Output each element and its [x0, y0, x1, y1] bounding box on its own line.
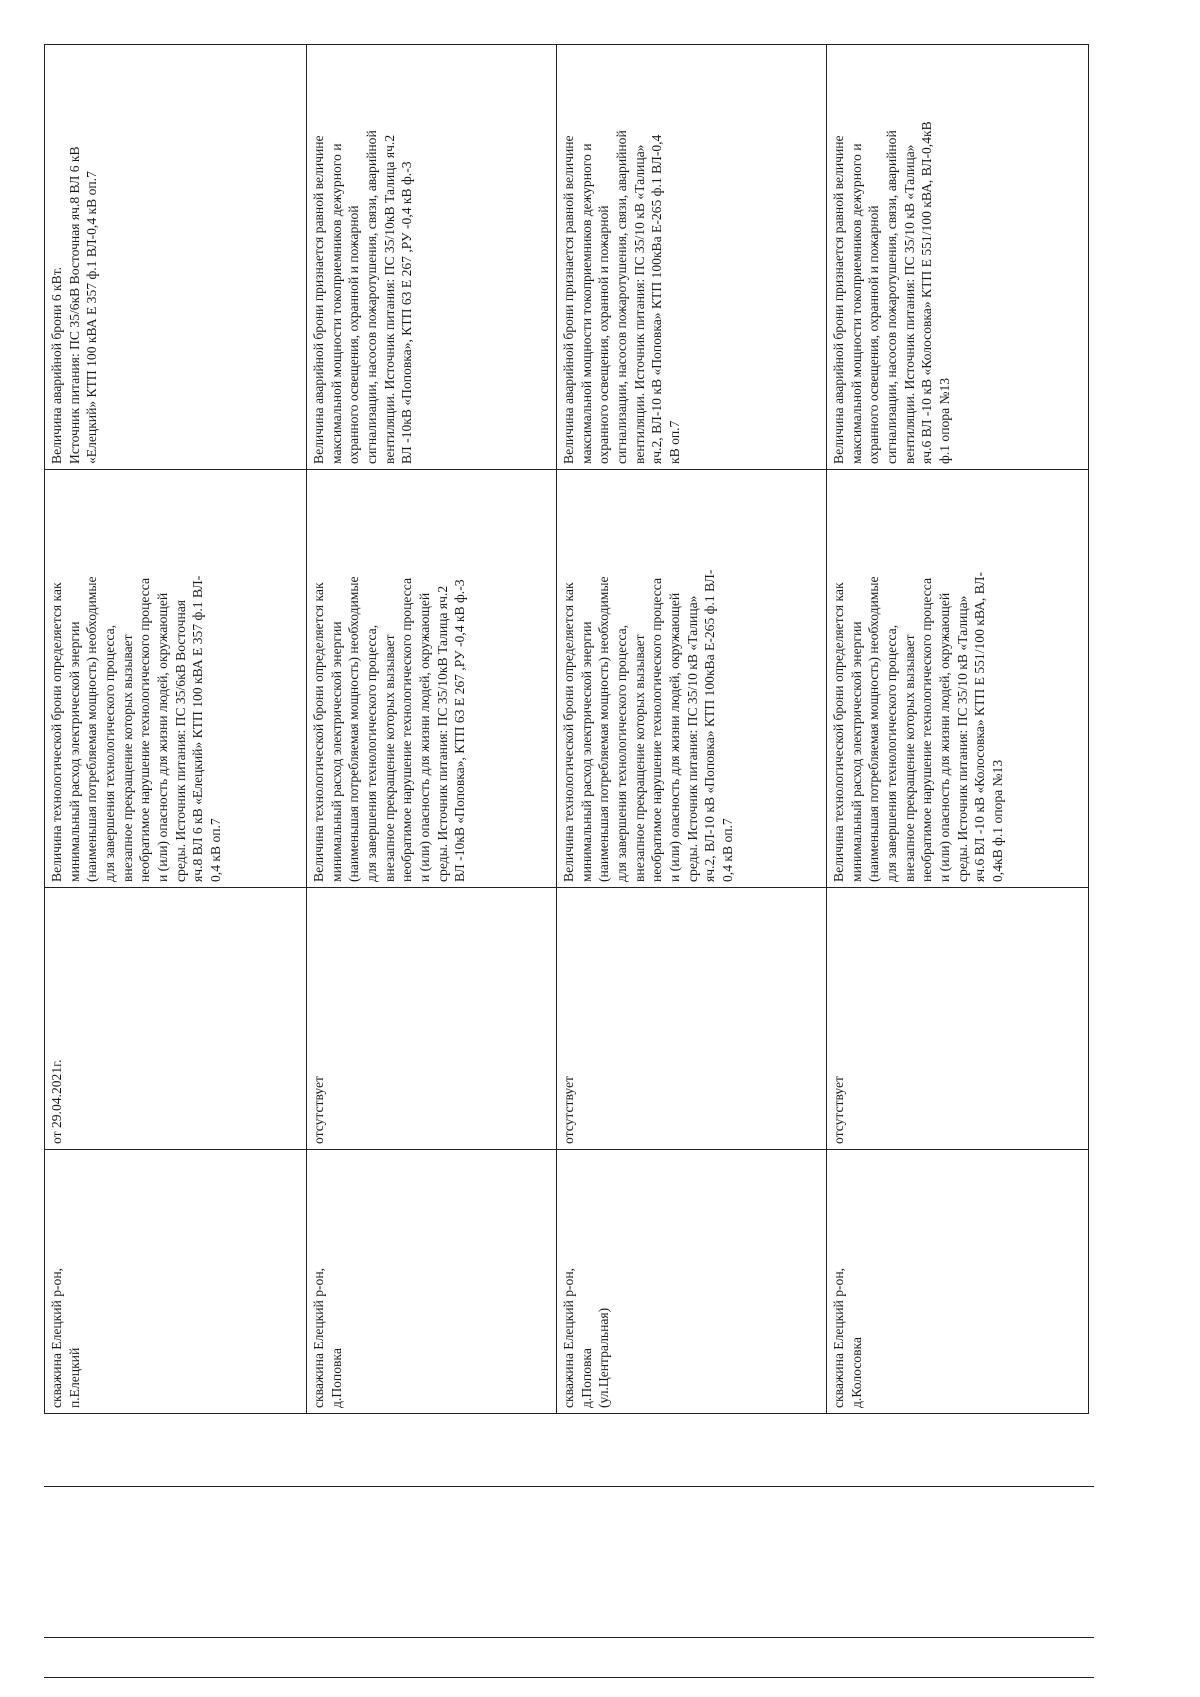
tech-reserve-cell: Величина технологической брони определяется как минимальный расход электрической энергии (наименьшая потребляемая мощность) необходимые для завершения технологического процесса, внезапное прекращение которых вызывает необратимое нарушение технологического процесса и (или) опасность для жизни людей, окружающей среды. Источник питания: ПС 35/10 кВ «Талица» яч.6 ВЛ -10 кВ «Колосовка» КТП Е 551/100 кВА, ВЛ- 0,4кВ ф.1 опора №13 — [827, 470, 1089, 888]
emergency-reserve-cell: Величина аварийной брони признается равной величине максимальной мощности токоприемников дежурного и охранного освещения, охранной и пожарной сигнализации, насосов пожаротушения, связи, аварийной вентиляции. Источник питания: ПС 35/10кВ Талица яч.2 ВЛ -10кВ «Поповка», КТП 63 Е 267 ,РУ -0,4 кВ ф.-3 — [307, 45, 557, 470]
date-cell: отсутствует — [827, 888, 1089, 1150]
tech-reserve-cell: Величина технологической брони определяется как минимальный расход электрической энергии (наименьшая потребляемая мощность) необходимые для завершения технологического процесса, внезапное прекращение которых вызывает необратимое нарушение технологического процесса и (или) опасность для жизни людей, окружающей среды. Источник питания: ПС 35/10 кВ «Талица» яч.2, ВЛ-10 кВ «Поповка» КТП 100кВа Е-265 ф.1 ВЛ- 0,4 кВ оп.7 — [557, 470, 827, 888]
horizontal-rule — [44, 1677, 1094, 1678]
emergency-reserve-cell: Величина аварийной брони признается равной величине максимальной мощности токоприемников дежурного и охранного освещения, охранной и пожарной сигнализации, насосов пожаротушения, связи, аварийной вентиляции. Источник питания: ПС 35/10 кВ «Талица» яч.2, ВЛ-10 кВ «Поповка» КТП 100кВа Е-265 ф.1 ВЛ-0,4 кВ оп.7 — [557, 45, 827, 470]
table-row — [307, 45, 557, 1414]
table-row — [827, 45, 1089, 1414]
rotated-table-wrapper — [44, 45, 1088, 1414]
table-row — [557, 45, 827, 1414]
tech-reserve-cell: Величина технологической брони определяется как минимальный расход электрической энергии (наименьшая потребляемая мощность) необходимые для завершения технологического процесса, внезапное прекращение которых вызывает необратимое нарушение технологического процесса и (или) опасность для жизни людей, окружающей среды. Источник питания: ПС 35/6кВ Восточная яч.8 ВЛ 6 кВ «Елецкий» КТП 100 кВА Е 357 ф.1 ВЛ- 0,4 кВ оп.7 — [45, 470, 307, 888]
emergency-reserve-cell: Величина аварийной брони признается равной величине максимальной мощности токоприемников дежурного и охранного освещения, охранной и пожарной сигнализации, насосов пожаротушения, связи, аварийной вентиляции. Источник питания: ПС 35/10 кВ «Талица» яч.6 ВЛ -10 кВ «Колосовка» КТП Е 551/100 кВА, ВЛ-0,4кВ ф.1 опора №13 — [827, 45, 1089, 470]
object-cell: скважина Елецкий р-он, д.Поповка — [307, 1150, 557, 1414]
reserve-table — [44, 44, 1089, 1414]
tech-reserve-cell: Величина технологической брони определяется как минимальный расход электрической энергии (наименьшая потребляемая мощность) необходимые для завершения технологического процесса, внезапное прекращение которых вызывает необратимое нарушение технологического процесса и (или) опасность для жизни людей, окружающей среды. Источник питания: ПС 35/10кВ Талица яч.2 ВЛ -10кВ «Поповка», КТП 63 Е 267 ,РУ -0,4 кВ ф.-3 — [307, 470, 557, 888]
object-cell: скважина Елецкий р-он, д.Колосовка — [827, 1150, 1089, 1414]
object-cell: скважина Елецкий р-он, д.Поповка (ул.Центральная) — [557, 1150, 827, 1414]
date-cell: от 29.04.2021г. — [45, 888, 307, 1150]
date-cell: отсутствует — [307, 888, 557, 1150]
emergency-reserve-cell: Величина аварийной брони 6 кВт. Источник питания: ПС 35/6кВ Восточная яч.8 ВЛ 6 кВ «Елецкий» КТП 100 кВА Е 357 ф.1 ВЛ-0,4 кВ оп.7 — [45, 45, 307, 470]
horizontal-rule — [44, 1486, 1094, 1487]
horizontal-rule — [44, 1637, 1094, 1638]
object-cell: скважина Елецкий р-он, п.Елецкий — [45, 1150, 307, 1414]
date-cell: отсутствует — [557, 888, 827, 1150]
table-row — [45, 45, 307, 1414]
